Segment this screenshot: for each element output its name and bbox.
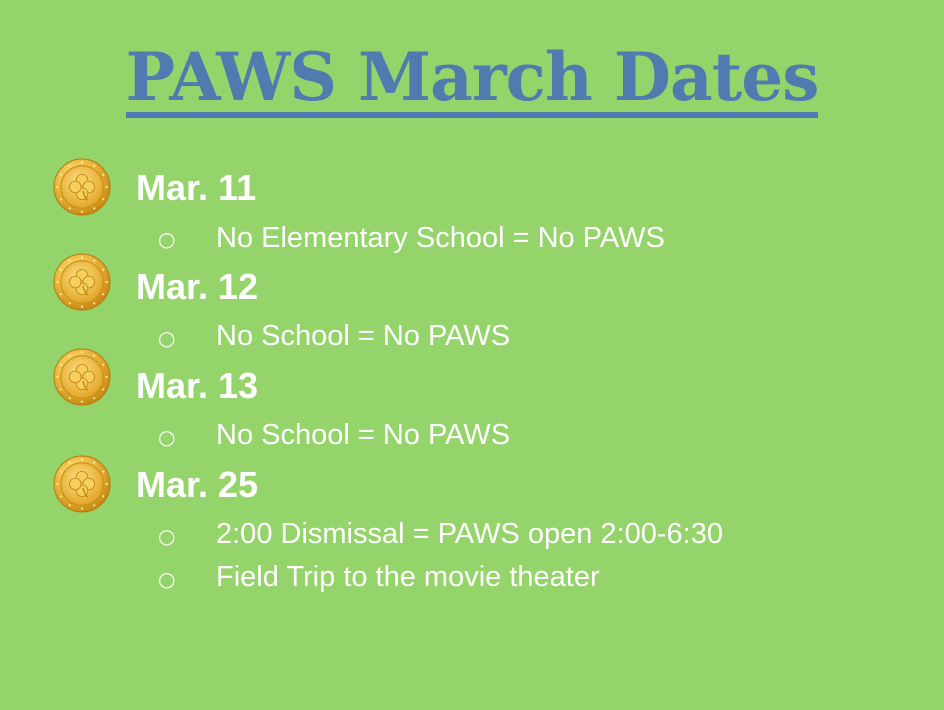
hollow-circle-bullet-icon: ○ — [158, 425, 176, 449]
list-item: No Elementary School = No PAWS — [216, 222, 665, 254]
hollow-circle-bullet-icon: ○ — [158, 524, 176, 548]
page-title-text: PAWS March Dates — [125, 38, 819, 116]
date-heading: Mar. 12 — [136, 266, 259, 307]
hollow-circle-bullet-icon: ○ — [158, 326, 176, 350]
gold-coin-icon — [53, 253, 111, 311]
list-item: Field Trip to the movie theater — [216, 561, 600, 593]
page-title — [0, 38, 944, 118]
gold-coin-icon — [53, 455, 111, 513]
gold-coin-icon — [53, 348, 111, 406]
list-item: 2:00 Dismissal = PAWS open 2:00-6:30 — [216, 518, 723, 550]
gold-coin-icon — [53, 158, 111, 216]
hollow-circle-bullet-icon: ○ — [158, 567, 176, 591]
list-item: No School = No PAWS — [216, 419, 511, 451]
date-heading: Mar. 11 — [136, 167, 257, 208]
date-heading: Mar. 13 — [136, 365, 259, 406]
list-item: No School = No PAWS — [216, 320, 511, 352]
hollow-circle-bullet-icon: ○ — [158, 227, 176, 251]
date-heading: Mar. 25 — [136, 464, 259, 505]
